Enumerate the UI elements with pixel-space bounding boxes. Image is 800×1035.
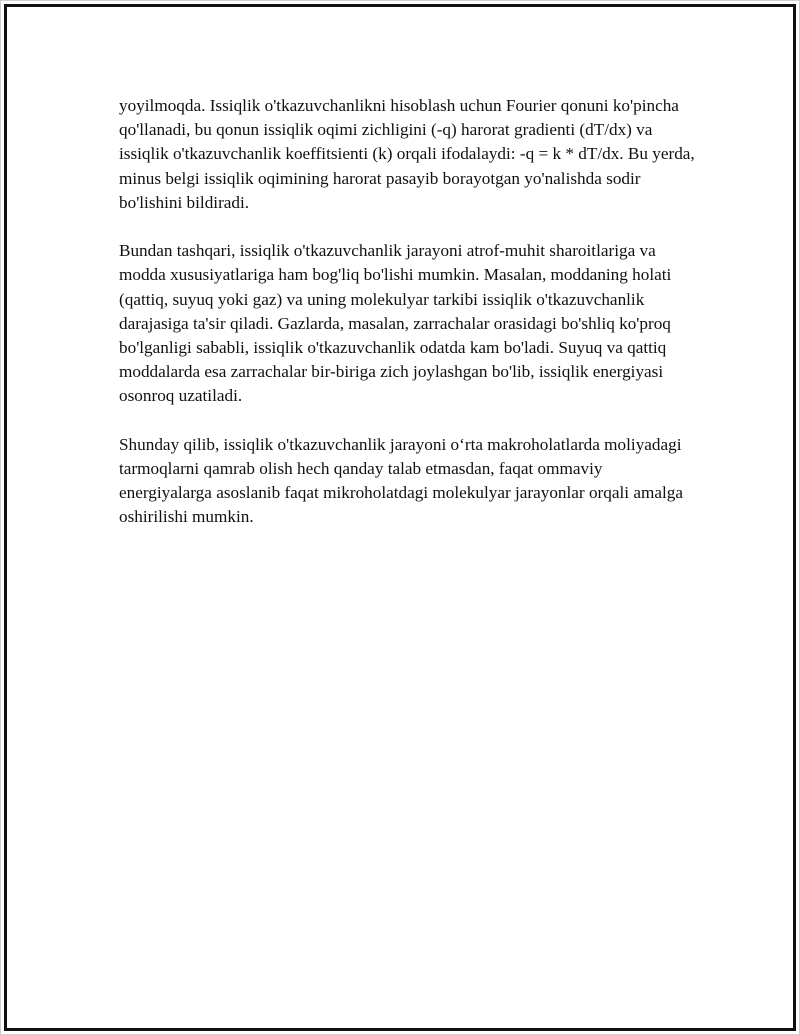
paragraph-2: Bundan tashqari, issiqlik o'tkazuvchanlik jarayoni atrof-muhit sharoitlariga va modda xususiyatlariga ham bog'liq bo'lishi mumkin. Masalan, moddaning holati (qattiq, suyuq yoki gaz) va uning molekulyar tarkibi issiqlik o'tkazuvchanlik darajasiga ta'sir qiladi. Gazlarda, masalan, zarrachalar orasidagi bo'shliq ko'proq bo'lganligi sababli, issiqlik o'tkazuvchanlik odatda kam bo'ladi. Suyuq va qattiq moddalarda esa zarrachalar bir-biriga zich joylashgan bo'lib, issiqlik energiyasi osonroq uzatiladi. xyxy=(119,241,672,406)
paragraph-1: yoyilmoqda. Issiqlik o'tkazuvchanlikni hisoblash uchun Fourier qonuni ko'pincha qo'llanadi, bu qonun issiqlik oqimi zichligini (-q) harorat gradienti (dT/dx) va issiqlik o'tkazuvchanlik koeffitsienti (k) orqali ifodalaydi: -q = k * dT/dx. Bu yerda, minus belgi issiqlik oqimining harorat pasayib borayotgan yo'nalishda sodir bo'lishini bildiradi. xyxy=(119,96,695,212)
paragraph-3: Shunday qilib, issiqlik o'tkazuvchanlik jarayoni o‘rta makroholatlarda moliyadagi tarmoqlarni qamrab olish hech qanday talab etmasdan, faqat ommaviy energiyalarga asoslanib faqat mikroholatdagi molekulyar jarayonlar orqali amalga oshirilishi mumkin. xyxy=(119,434,683,527)
document-body xyxy=(119,94,699,554)
